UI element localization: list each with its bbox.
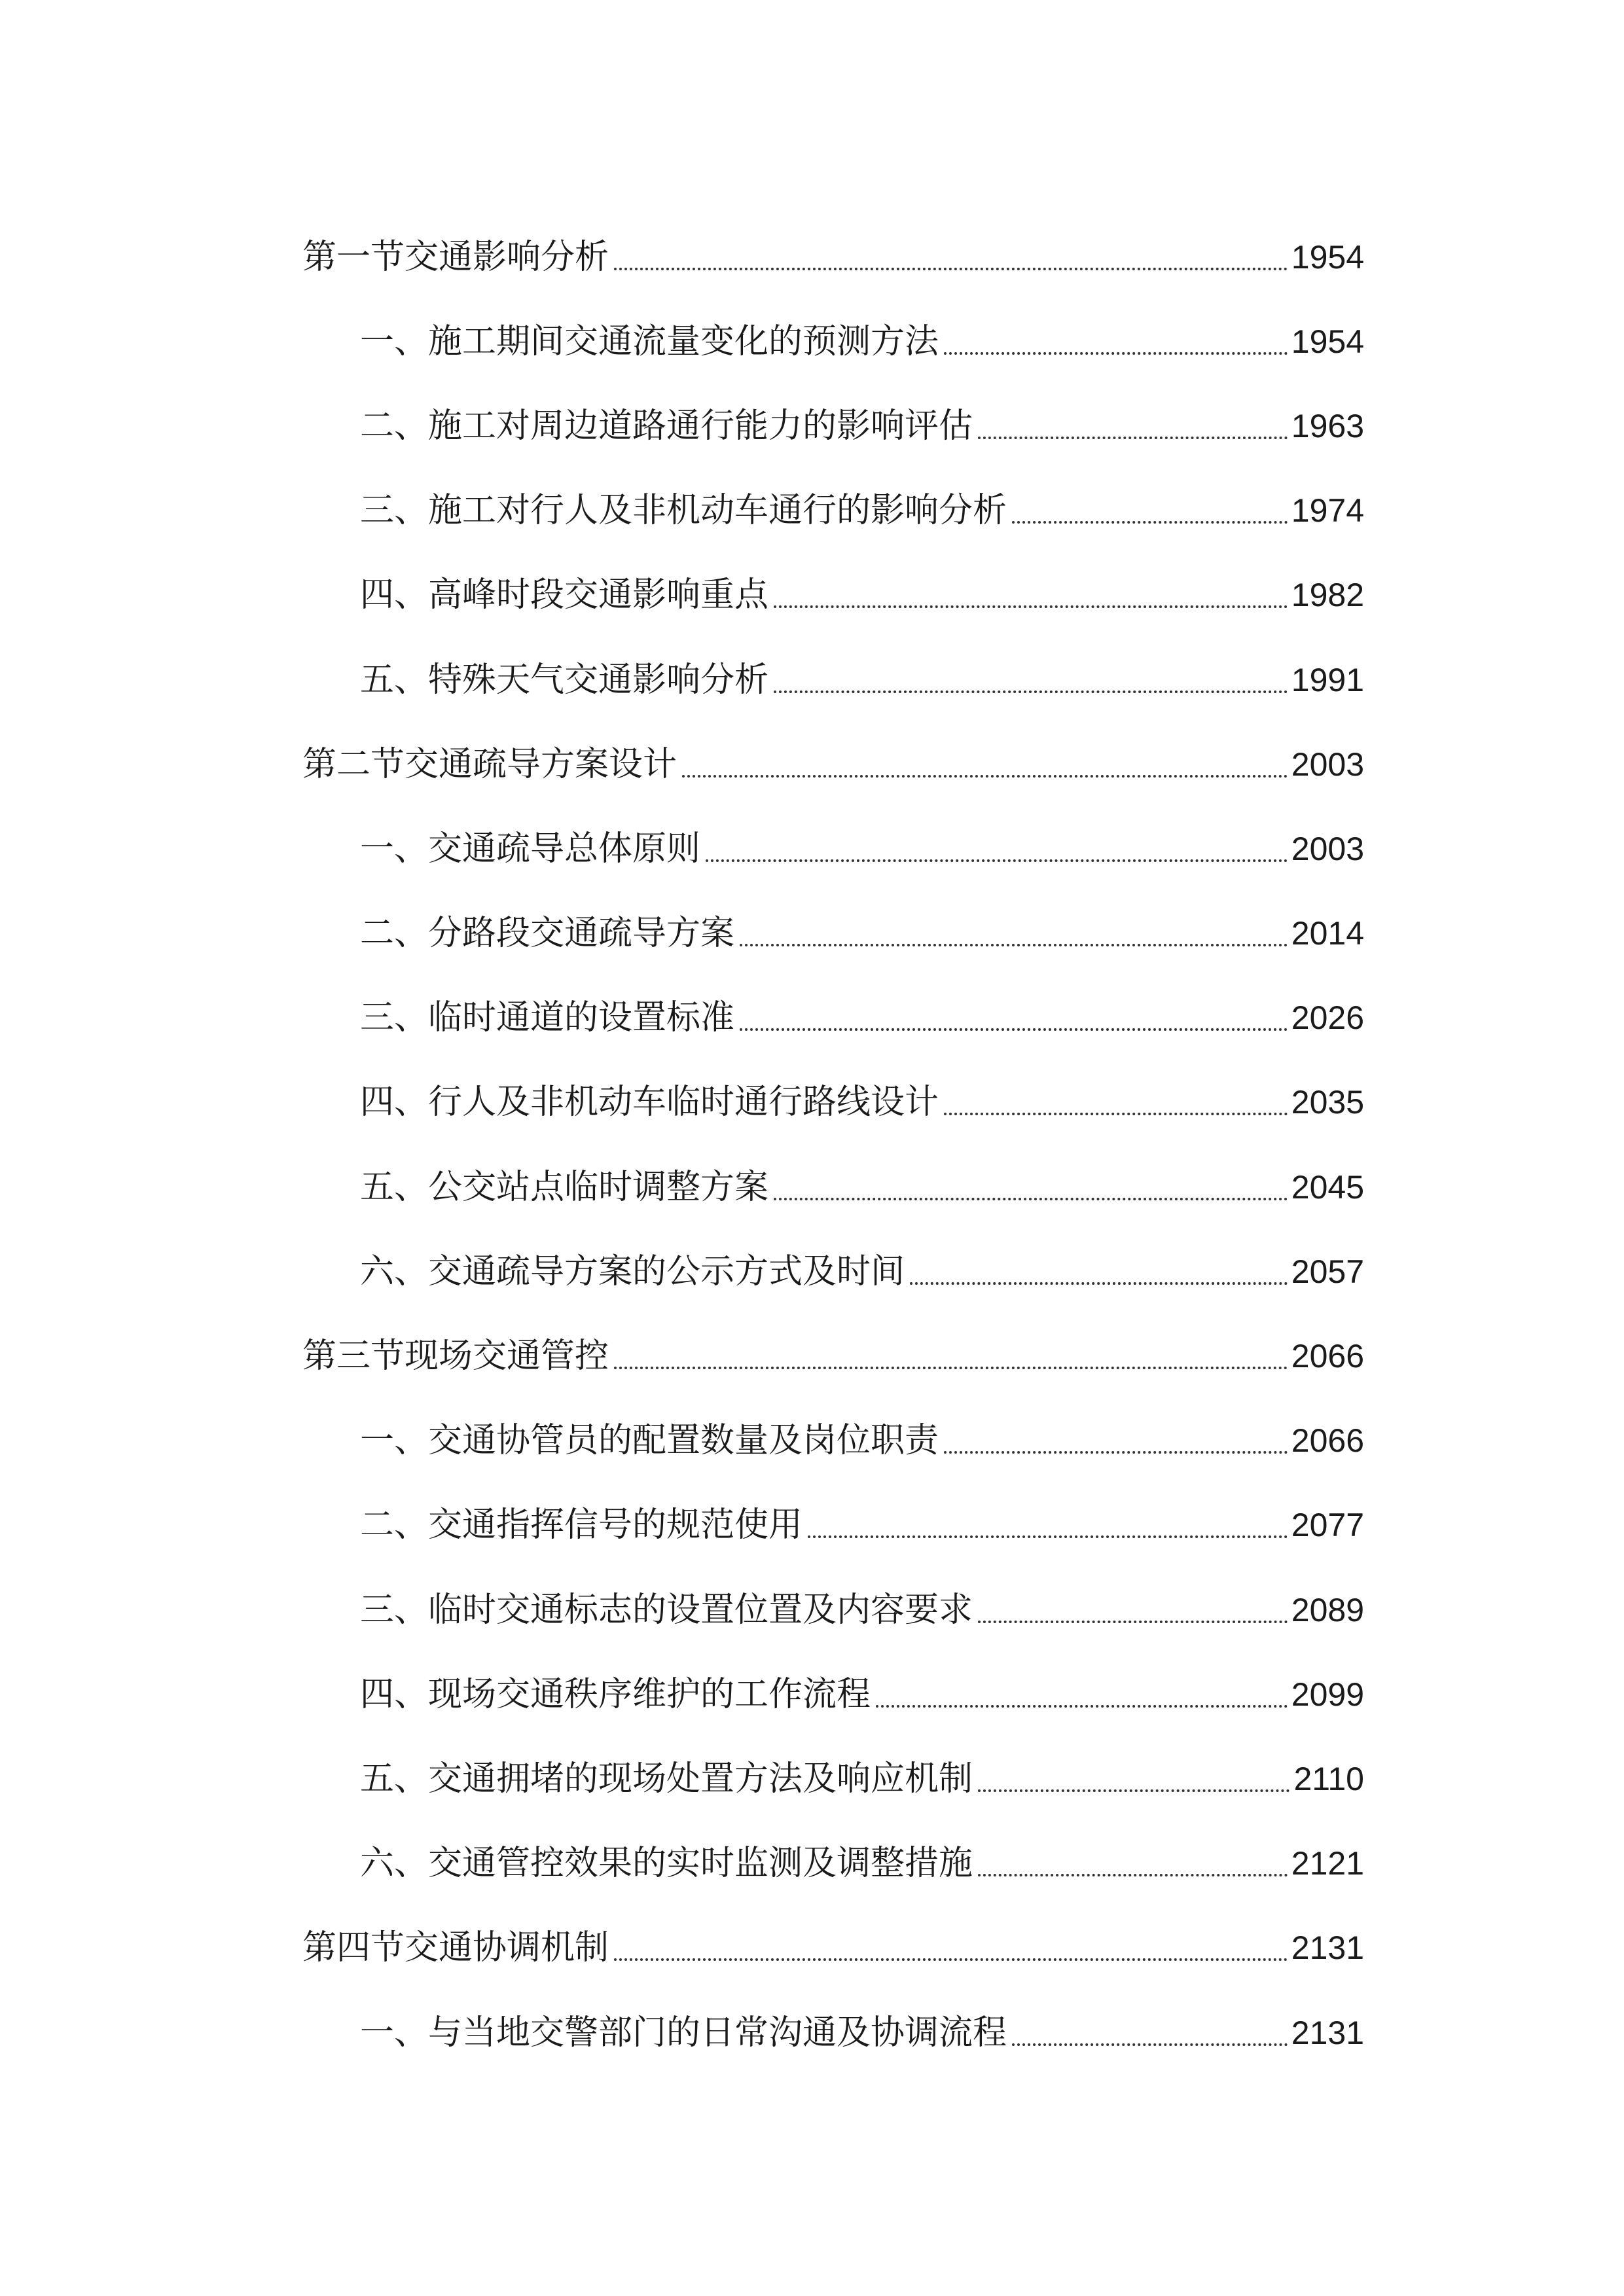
toc-dot-leader — [740, 1001, 1288, 1035]
toc-entry-title: 四、高峰时段交通影响重点 — [360, 575, 769, 615]
toc-entry-section-4[interactable] — [302, 1906, 1364, 1990]
toc-dot-leader — [808, 1508, 1288, 1542]
toc-entry-subsection[interactable] — [302, 1399, 1364, 1483]
toc-entry-page: 2057 — [1291, 1253, 1364, 1290]
toc-entry-title: 第三节现场交通管控 — [302, 1336, 609, 1376]
toc-dot-leader — [978, 1846, 1288, 1880]
toc-entry-page: 1963 — [1291, 407, 1364, 444]
toc-entry-subsection[interactable] — [302, 384, 1364, 468]
toc-entry-subsection[interactable] — [302, 1229, 1364, 1314]
toc-entry-title: 六、交通管控效果的实时监测及调整措施 — [360, 1844, 973, 1884]
toc-dot-leader — [614, 1931, 1288, 1965]
toc-entry-page: 1982 — [1291, 577, 1364, 614]
toc-entry-title: 五、交通拥堵的现场处置方法及响应机制 — [360, 1759, 973, 1799]
toc-entry-title: 六、交通疏导方案的公示方式及时间 — [360, 1251, 905, 1291]
toc-entry-page: 2003 — [1291, 745, 1364, 783]
toc-entry-page: 2066 — [1291, 1338, 1364, 1375]
toc-entry-subsection[interactable] — [302, 806, 1364, 891]
toc-entry-title: 三、临时交通标志的设置位置及内容要求 — [360, 1590, 973, 1630]
toc-dot-leader — [682, 747, 1288, 781]
toc-entry-page: 1954 — [1291, 238, 1364, 276]
toc-entry-section-3[interactable] — [302, 1314, 1364, 1398]
toc-entry-subsection[interactable] — [302, 1652, 1364, 1736]
toc-dot-leader — [614, 240, 1288, 274]
toc-entry-title: 五、特殊天气交通影响分析 — [360, 660, 769, 700]
toc-entry-subsection[interactable] — [302, 1821, 1364, 1906]
toc-entry-page: 2121 — [1291, 1845, 1364, 1882]
toc-entry-page: 2026 — [1291, 999, 1364, 1037]
toc-entry-subsection[interactable] — [302, 1990, 1364, 2075]
toc-entry-page: 1991 — [1291, 661, 1364, 698]
toc-entry-section-2[interactable] — [302, 722, 1364, 806]
toc-entry-title: 一、施工期间交通流量变化的预测方法 — [360, 321, 939, 361]
toc-dot-leader — [706, 832, 1288, 866]
toc-entry-subsection[interactable] — [302, 1736, 1364, 1821]
toc-entry-subsection[interactable] — [302, 469, 1364, 553]
toc-entry-subsection[interactable] — [302, 637, 1364, 722]
toc-entry-page: 2045 — [1291, 1168, 1364, 1206]
toc-dot-leader — [944, 1085, 1288, 1119]
toc-entry-title: 一、与当地交警部门的日常沟通及协调流程 — [360, 2013, 1007, 2053]
toc-entry-title: 二、交通指挥信号的规范使用 — [360, 1505, 803, 1545]
toc-dot-leader — [978, 409, 1288, 443]
toc-entry-title: 五、公交站点临时调整方案 — [360, 1167, 769, 1207]
toc-entry-title: 三、施工对行人及非机动车通行的影响分析 — [360, 491, 1007, 531]
toc-dot-leader — [876, 1677, 1288, 1712]
toc-entry-title: 一、交通疏导总体原则 — [360, 829, 701, 869]
toc-entry-page: 2003 — [1291, 830, 1364, 867]
toc-dot-leader — [978, 1762, 1290, 1796]
toc-entry-page: 1974 — [1291, 492, 1364, 529]
toc-entry-title: 第四节交通协调机制 — [302, 1928, 609, 1968]
toc-entry-page: 2099 — [1291, 1676, 1364, 1713]
toc-dot-leader — [944, 325, 1288, 359]
toc-entry-subsection[interactable] — [302, 553, 1364, 637]
toc-entry-page: 1954 — [1291, 323, 1364, 360]
toc-entry-page: 2077 — [1291, 1507, 1364, 1544]
toc-entry-subsection[interactable] — [302, 299, 1364, 384]
toc-entry-title: 第一节交通影响分析 — [302, 237, 609, 277]
toc-dot-leader — [774, 663, 1288, 697]
toc-entry-title: 四、现场交通秩序维护的工作流程 — [360, 1674, 871, 1714]
toc-entry-subsection[interactable] — [302, 1060, 1364, 1145]
toc-entry-subsection[interactable] — [302, 1145, 1364, 1229]
toc-entry-page: 2035 — [1291, 1084, 1364, 1121]
toc-entry-page: 2066 — [1291, 1422, 1364, 1460]
toc-entry-subsection[interactable] — [302, 1568, 1364, 1652]
toc-dot-leader — [740, 916, 1288, 950]
toc-entry-title: 四、行人及非机动车临时通行路线设计 — [360, 1083, 939, 1122]
toc-dot-leader — [910, 1255, 1288, 1289]
toc-entry-title: 三、临时通道的设置标准 — [360, 998, 735, 1038]
toc-dot-leader — [774, 578, 1288, 612]
toc-dot-leader — [1012, 493, 1288, 528]
toc-entry-title: 一、交通协管员的配置数量及岗位职责 — [360, 1421, 939, 1461]
toc-dot-leader — [774, 1170, 1288, 1204]
toc-entry-title: 第二节交通疏导方案设计 — [302, 744, 677, 784]
toc-entry-page: 2089 — [1291, 1591, 1364, 1628]
toc-entry-page: 2014 — [1291, 915, 1364, 952]
toc-dot-leader — [944, 1424, 1288, 1458]
toc-entry-subsection[interactable] — [302, 891, 1364, 976]
toc-entry-page: 2131 — [1291, 1929, 1364, 1967]
toc-dot-leader — [978, 1593, 1288, 1627]
table-of-contents — [302, 215, 1364, 2075]
toc-dot-leader — [1012, 2016, 1288, 2050]
toc-entry-subsection[interactable] — [302, 976, 1364, 1060]
toc-entry-page: 2110 — [1293, 1760, 1364, 1797]
toc-entry-subsection[interactable] — [302, 1483, 1364, 1568]
toc-dot-leader — [614, 1339, 1288, 1373]
toc-entry-page: 2131 — [1291, 2014, 1364, 2051]
toc-entry-title: 二、施工对周边道路通行能力的影响评估 — [360, 406, 973, 446]
toc-entry-section-1[interactable] — [302, 215, 1364, 299]
toc-entry-title: 二、分路段交通疏导方案 — [360, 914, 735, 954]
